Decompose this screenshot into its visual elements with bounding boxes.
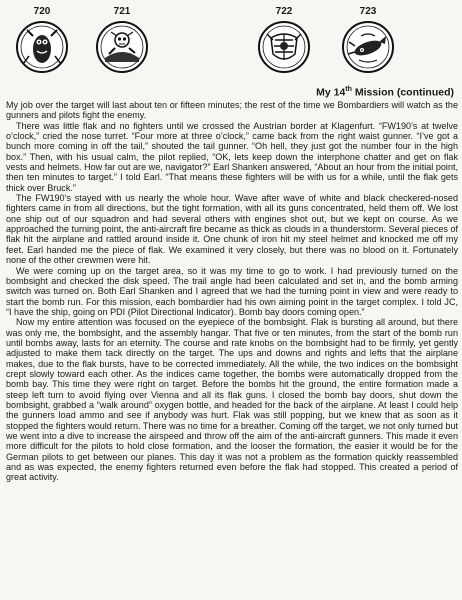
mission-heading (316, 86, 454, 99)
squadron-emblems (0, 0, 462, 82)
emblem-number: 722 (275, 6, 293, 17)
warrior-shield-icon (257, 20, 311, 74)
emblem-number: 723 (359, 6, 377, 17)
paragraph: We were coming up on the target area, so it was my time to go to work. I had previously turned on the bombsight and checked the disk speed. The trail angle had been calculated and set in, and the bomb arming switch was turned on. Both Earl Shanken and I agreed that we had the turning point in view and were ready to start the bomb run. For this mission, each bombardier had his own aiming point in the target complex. I told JC, “I have the ship, going on PDI (Pilot Directional Indicator). Bomb bay doors coming open.” (6, 265, 458, 317)
emblem-722 (254, 6, 314, 74)
mission-heading-prefix: My 14 (316, 86, 346, 99)
paragraph: Now my entire attention was focused on the eyepiece of the bombsight. Flak is bursting all around, but there was only me, the bombsight, and the assembly hangar. That five or ten minutes, from the start of the bomb run until bombs away, lasts for an eternity. The course and rate knobs on the bombsight had to be firmly, yet gently adjusted to make them tack directly on the target. The ups and downs and rights and lefts that the airplane makes, due to the flak bursts, have to be corrected immediately. All the while, the two indices on the bombsight crept slowly toward each other. As the indices came together, the bombs were automatically dropped from the bomb bay. This time they were right on target. Before the bombs hit the ground, the entire formation made a steep left turn to avoid flying over Vienna and all its flak guns. I closed the bomb bay doors, shut down the bombsight, grabbed a “walk around” oxygen bottle, and headed for the back of the airplane. At least I could help the gunners load ammo and see if anybody was hurt. Flak was still popping, but we knew that as soon as it stopped the fighters would return. There was no time for a breather. Coming off the target, we not only turned but we went into a dive to increase the airspeed and throw off the aim of the anti-aircraft gunners. This made it even more difficult for the pilots to hold close formation, and the looser the formation, the easier it would be for the German pilots to get between our planes. This day it was not a problem as the formation quickly reassembled and as was expected, the enemy fighters returned even before the flak had stopped. This created a period of great activity. (6, 317, 458, 483)
mission-heading-suffix: Mission (continued) (351, 86, 454, 99)
emblem-723 (338, 6, 398, 74)
emblem-number: 721 (113, 6, 131, 17)
mission-heading-ordinal: th (345, 86, 352, 93)
emblem-720 (12, 6, 72, 74)
skull-rider-icon (95, 20, 149, 74)
paragraph: There was little flak and no fighters until we crossed the Austrian border at Klagenfurt. “FW190’s at twelve o’clock,” cried the nose turret. “Four more at three o’clock,” came back from the right waist gunner. “I’ve got a bunch more coming in off the tail,” shouted the tail gunner. “Oh hell, they just got the number four in the high box.” Then, with his usual calm, the pilot replied, “OK, lets keep down the interphone chatter and get on flak vests and helmets. How far out are we, navigator?” Earl Shanken answered, “About an hour from the initial point, then ten minutes to target.” I told Earl. “That means these fighters will be with us for a while, until the flak gets thick over Bruck.” (6, 120, 458, 193)
emblem-number: 720 (33, 6, 51, 17)
paragraph: The FW190’s stayed with us nearly the whole hour. Wave after wave of white and black checkered-nosed fighters came in from all directions, but the tight formation, with all its guns concentrated, held them off. We lost one ship out of our squadron and had several others with engines shot out, but we kept on course. As we approached the turning point, the anti-aircraft fire became as thick as clouds in a thunderstorm. Several pieces of flak hit the airplane and rattled around inside it. One chunk of iron hit my steel helmet and knocked me off my feet. Earl handed me the piece of flak. We examined it very closely, but there was no blood on it. Fortunately none of the other crewmen were hit. (6, 193, 458, 266)
bomb-character-icon (15, 20, 69, 74)
flying-bomb-icon (341, 20, 395, 74)
article-body (6, 100, 458, 483)
paragraph: My job over the target will last about ten or fifteen minutes; the rest of the time we Bombardiers will watch as the gunners and pilots fight the enemy. (6, 100, 458, 121)
emblem-721 (92, 6, 152, 74)
